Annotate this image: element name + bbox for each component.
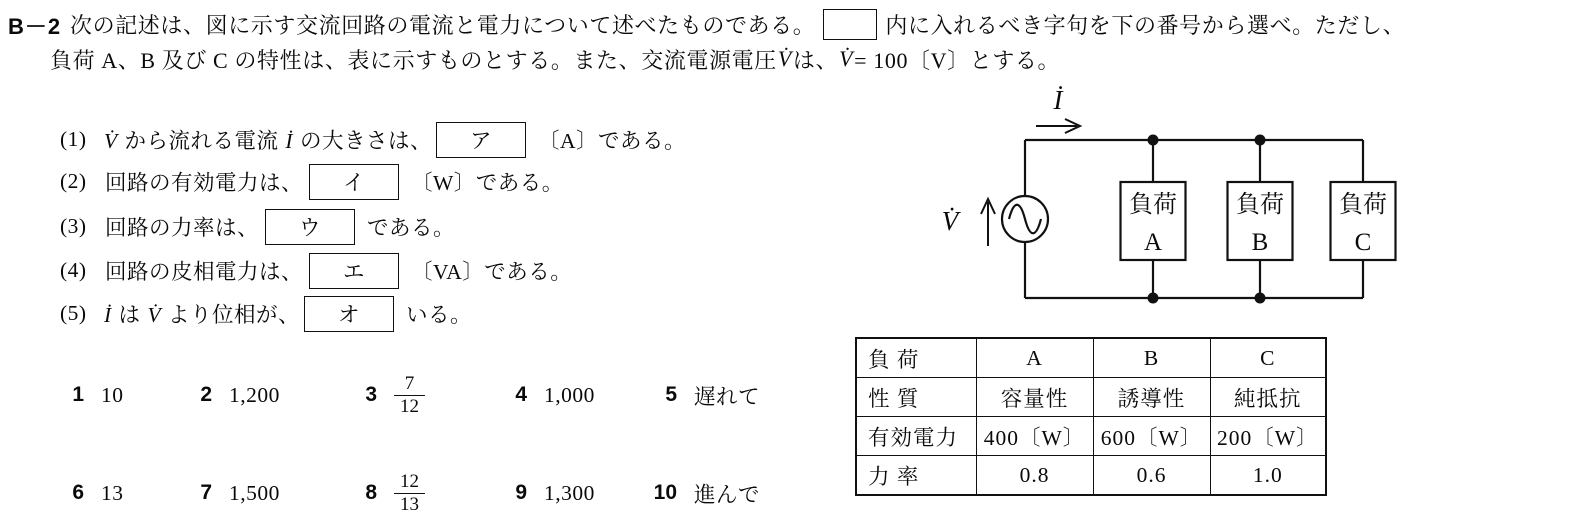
choice-2 (184, 365, 280, 425)
table-cell: 負 荷 (856, 338, 976, 378)
voltage-symbol: V̇ (839, 46, 854, 71)
choice-7 (184, 463, 280, 523)
table-cell: 0.6 (1093, 456, 1210, 496)
table-cell: 誘導性 (1093, 378, 1210, 417)
choice-number: 8 (365, 481, 377, 504)
item-text-pre: 回路の有効電力は、 (105, 171, 304, 195)
choice-number: 5 (665, 383, 677, 406)
table-cell: 0.8 (976, 456, 1093, 496)
question-item-1 (60, 118, 686, 161)
choice-value: 13 (101, 480, 124, 505)
item-text-pre: V̇ から流れる電流 İ の大きさは、 (104, 129, 432, 153)
ac-source-icon (1002, 196, 1048, 242)
item-number: (5) (60, 301, 87, 325)
load-letter: C (1354, 229, 1372, 256)
item-text-pre: 回路の皮相電力は、 (105, 260, 304, 284)
item-text-post: 〔VA〕である。 (411, 260, 573, 284)
item-number: (3) (60, 214, 87, 238)
table-cell: A (976, 338, 1093, 378)
line2-text-c: = 100〔V〕とする。 (854, 47, 1061, 73)
line1-text-after: 内に入れるべき字句を下の番号から選べ。ただし、 (885, 12, 1406, 38)
table-cell: C (1210, 338, 1326, 378)
choice-value: 進んで (694, 482, 761, 507)
line2-text-a: 負荷 A、B 及び C の特性は、表に示すものとする。また、交流電源電圧 (50, 47, 777, 73)
load-box-a (1121, 182, 1186, 260)
fraction-numerator: 7 (404, 372, 415, 394)
choice-value: 1,500 (229, 480, 280, 505)
choice-1 (56, 365, 124, 425)
load-title: 負荷 (1236, 192, 1284, 218)
line1-text-before: 次の記述は、図に示す交流回路の電流と電力について述べたものである。 (70, 12, 816, 38)
choice-value: 1,300 (544, 480, 595, 505)
fraction-denominator: 12 (394, 395, 425, 418)
voltage-label: V̇ (941, 206, 959, 236)
table-cell: B (1093, 338, 1210, 378)
load-title: 負荷 (1339, 192, 1387, 218)
fraction-value (394, 373, 425, 418)
table-row-load (856, 338, 1326, 378)
choice-9 (499, 463, 595, 523)
item-text-post: いる。 (405, 303, 472, 327)
choices-row-1 (0, 365, 850, 425)
choice-value: 1,000 (544, 382, 595, 407)
choice-3 (349, 365, 425, 425)
choice-number: 2 (200, 383, 212, 406)
table-cell: 力 率 (856, 456, 976, 496)
question-number: B－2 (8, 14, 62, 39)
question-item-4 (60, 249, 572, 292)
answer-box-i: イ (309, 164, 399, 200)
current-arrow-icon (1036, 119, 1080, 133)
circuit-diagram (920, 78, 1420, 323)
choice-number: 1 (72, 383, 84, 406)
choice-value: 1,200 (229, 382, 280, 407)
choice-number: 3 (365, 383, 377, 406)
item-text-post: 〔W〕である。 (411, 171, 564, 195)
answer-blank-box (823, 9, 877, 40)
choice-5 (649, 365, 760, 425)
table-cell: 1.0 (1210, 456, 1326, 496)
choice-8 (349, 463, 425, 523)
load-box-b (1228, 182, 1293, 260)
wire (1025, 140, 1363, 298)
question-item-3 (60, 205, 455, 248)
load-box-c (1331, 182, 1396, 260)
answer-box-e: エ (309, 253, 399, 289)
choice-number: 7 (200, 481, 212, 504)
question-line-1 (70, 6, 1405, 42)
table-cell: 200〔W〕 (1210, 417, 1326, 456)
table-cell: 有効電力 (856, 417, 976, 456)
load-letter: A (1143, 229, 1163, 256)
choice-value: 10 (101, 382, 124, 407)
choice-number: 4 (515, 383, 527, 406)
table-cell: 容量性 (976, 378, 1093, 417)
line2-text-b: は、 (792, 47, 839, 73)
choices-row-2 (0, 463, 850, 523)
question-line-2 (50, 42, 1060, 76)
table-cell: 600〔W〕 (1093, 417, 1210, 456)
item-text-post: である。 (367, 216, 456, 240)
table-row-property (856, 378, 1326, 417)
item-number: (1) (60, 127, 87, 151)
answer-box-u: ウ (265, 209, 355, 245)
item-text-pre: İ は V̇ より位相が、 (104, 303, 300, 327)
answer-box-o: オ (304, 296, 394, 332)
choice-6 (56, 463, 124, 523)
table-cell: 400〔W〕 (976, 417, 1093, 456)
load-title: 負荷 (1129, 192, 1177, 218)
fraction-numerator: 12 (400, 470, 419, 492)
voltage-arrow-icon (981, 199, 995, 246)
table-row-power-factor (856, 456, 1326, 496)
choice-10 (649, 463, 760, 523)
table-cell: 性 質 (856, 378, 976, 417)
table-row-active-power (856, 417, 1326, 456)
table-cell: 純抵抗 (1210, 378, 1326, 417)
choice-4 (499, 365, 595, 425)
question-item-2 (60, 160, 564, 203)
item-number: (4) (60, 258, 87, 282)
fraction-denominator: 13 (394, 493, 425, 516)
item-number: (2) (60, 169, 87, 193)
choice-number: 9 (515, 481, 527, 504)
answer-box-a: ア (436, 122, 526, 158)
choice-value: 遅れて (694, 384, 761, 409)
question-item-5 (60, 292, 472, 335)
choice-number: 6 (72, 481, 84, 504)
current-label: İ (1053, 85, 1063, 115)
choice-number: 10 (653, 481, 677, 504)
item-text-post: 〔A〕である。 (537, 129, 686, 153)
load-letter: B (1251, 229, 1269, 256)
fraction-value (394, 471, 425, 516)
voltage-symbol: V̇ (777, 46, 792, 71)
item-text-pre: 回路の力率は、 (105, 216, 260, 240)
load-spec-table (855, 337, 1327, 496)
